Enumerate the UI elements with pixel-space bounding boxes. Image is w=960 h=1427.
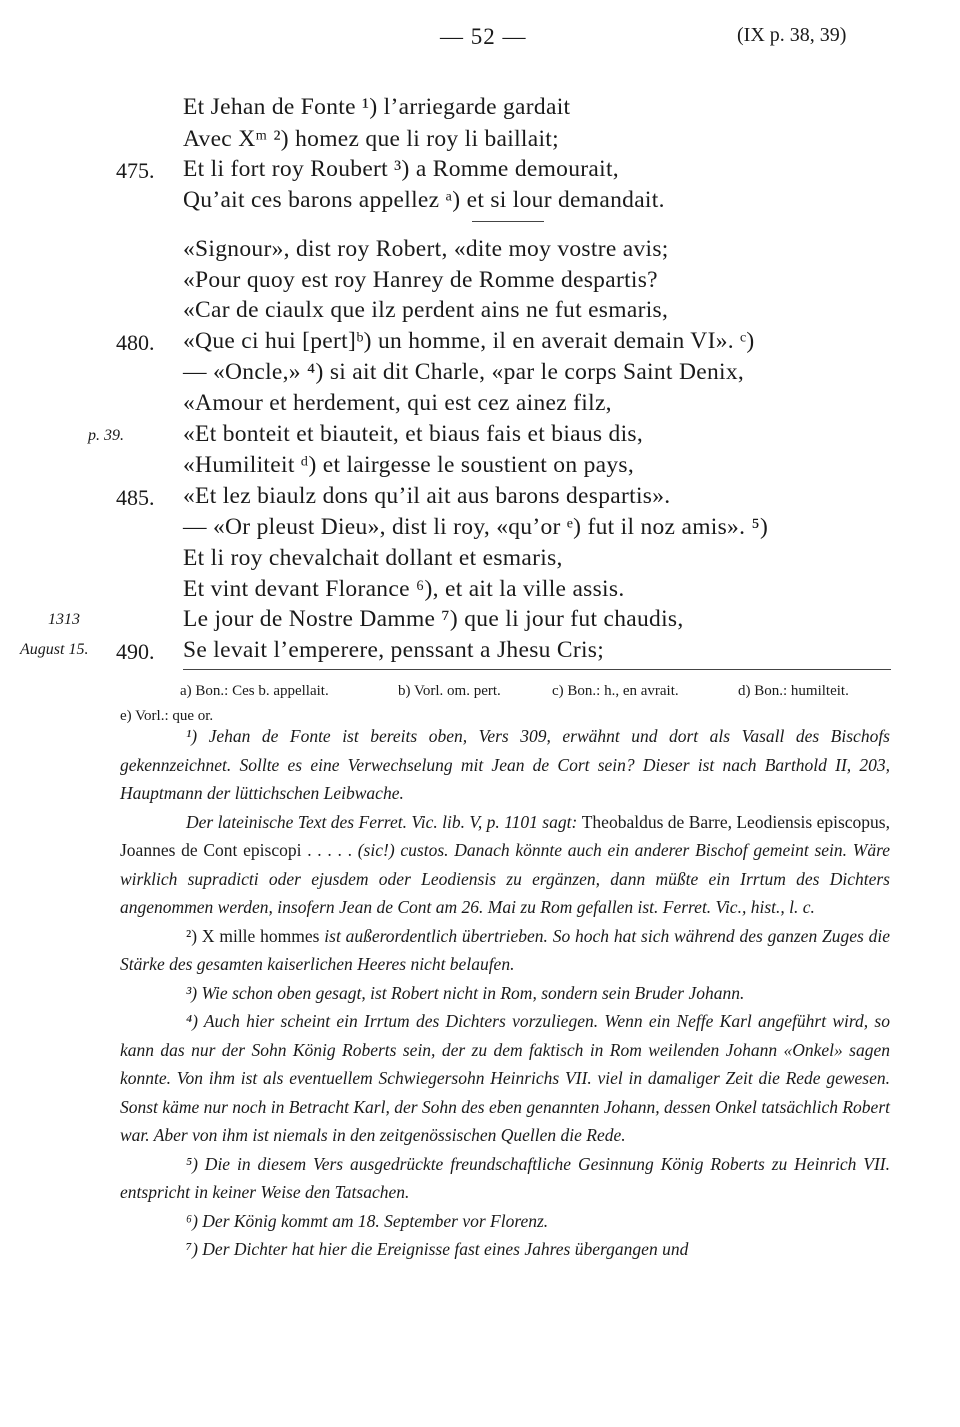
verse-line: «Amour et herdement, qui est cez ainez filz, bbox=[183, 390, 612, 416]
verse-line: «Et bonteit et biauteit, et biaus fais et biaus dis, bbox=[183, 421, 644, 447]
page-number: — 52 — bbox=[440, 24, 527, 49]
section-divider bbox=[472, 221, 544, 222]
page-reference: (IX p. 38, 39) bbox=[737, 24, 847, 46]
verse-line: «Signour», dist roy Robert, «dite moy vostre avis; bbox=[183, 236, 669, 262]
footnotes bbox=[120, 722, 890, 1264]
variant-note: b) Vorl. om. pert. bbox=[398, 683, 501, 699]
variant-note: e) Vorl.: que or. bbox=[120, 708, 214, 724]
verse-line: «Que ci hui [pert]ᵇ) un homme, il en averait demain VI». ᶜ) bbox=[183, 328, 755, 354]
verse-line: Et vint devant Florance ⁶), et ait la ville assis. bbox=[183, 576, 625, 602]
verse-number: 480. bbox=[116, 330, 155, 355]
verse-line: Le jour de Nostre Damme ⁷) que li jour fut chaudis, bbox=[183, 606, 684, 632]
verse-line: — «Or pleust Dieu», dist li roy, «qu’or ᵉ) fut il noz amis». ⁵) bbox=[183, 514, 769, 540]
verse-line: Et li roy chevalchait dollant et esmaris, bbox=[183, 545, 563, 571]
variant-note: d) Bon.: humilteit. bbox=[738, 683, 849, 699]
footnote-3: ³) Wie schon oben gesagt, ist Robert nicht in Rom, sondern sein Bruder Johann. bbox=[186, 982, 745, 1003]
verse-line: «Humiliteit ᵈ) et lairgesse le soustient on pays, bbox=[183, 452, 635, 478]
footnote-2 bbox=[120, 922, 890, 979]
footnote-divider bbox=[183, 669, 891, 670]
verse-line: «Pour quoy est roy Hanrey de Romme despartis? bbox=[183, 267, 658, 293]
footnote-6: ⁶) Der König kommt am 18. September vor Florenz. bbox=[186, 1210, 549, 1231]
verse-line: Et Jehan de Fonte ¹) l’arriegarde gardait bbox=[183, 94, 571, 120]
verse-line: Se levait l’emperere, penssant a Jhesu Cris; bbox=[183, 637, 605, 663]
verse-line: — «Oncle,» ⁴) si ait dit Charle, «par le corps Saint Denix, bbox=[183, 359, 745, 385]
margin-date-day: August 15. bbox=[20, 641, 89, 658]
variant-note: c) Bon.: h., en avrait. bbox=[552, 683, 679, 699]
footnote-5: ⁵) Die in diesem Vers ausgedrückte freundschaftliche Gesinnung König Roberts zu Heinrich VII. entspricht in keiner Weise den Tatsachen. bbox=[120, 1153, 890, 1202]
footnote-text: (sic!) custos. Danach könnte auch ein anderer Bischof gemeint sein. Wäre wirklich supradicti oder ejusdem oder Leodiensis zu ergänzen, dann müßte ein Irrtum des Dichters angenommen werden, insofern Jean de Cont am 26. Mai zu Rom gefallen ist. Ferret. Vic., hist., l. c. bbox=[120, 840, 890, 917]
verse-line: Qu’ait ces barons appellez ᵃ) et si lour demandait. bbox=[183, 187, 665, 213]
verse-line: Avec Xᵐ ²) homez que li roy li baillait; bbox=[183, 126, 559, 152]
verse-line: «Et lez biaulz dons qu’il ait aus barons despartis». bbox=[183, 483, 671, 509]
verse-line: «Car de ciaulx que ilz perdent ains ne fut esmaris, bbox=[183, 297, 669, 323]
footnote-4: ⁴) Auch hier scheint ein Irrtum des Dichters vorzuliegen. Wenn ein Neffe Karl angeführt wird, so kann das nur der Sohn König Roberts sein, der zu dem faktisch in Rom weilenden Johann «Onkel» sagen konnte. Von ihm ist als eventuellem Schwiegersohn Heinrichs VII. viel in damaliger Zeit die Rede gewesen. Sonst käme nur noch in Betracht Karl, der Sohn des eben genannten Johann, dessen Onkel tatsächlich Robert war. Aber von ihm ist niemals in den zeitgenössischen Quellen die Rede. bbox=[120, 1011, 890, 1145]
verse-line: Et li fort roy Roubert ³) a Romme demourait, bbox=[183, 156, 619, 182]
margin-date-year: 1313 bbox=[48, 611, 80, 628]
margin-page-ref: p. 39. bbox=[88, 427, 124, 444]
footnote-text: ist außerordentlich übertrieben. So hoch hat sich während des ganzen Zuges die Stärke des gesamten kaiserlichen Heeres nicht belaufen. bbox=[120, 925, 891, 974]
footnote-1-continued bbox=[120, 808, 890, 922]
verse-number: 485. bbox=[116, 485, 155, 510]
latin-quote: Theobaldus de Barre, Leodiensis episcopus, Joannes de Cont episcopi . . . . . bbox=[120, 811, 890, 860]
verse-number: 475. bbox=[116, 158, 155, 183]
footnote-7: ⁷) Der Dichter hat hier die Ereignisse fast eines Jahres übergangen und bbox=[186, 1239, 689, 1259]
variant-note: a) Bon.: Ces b. appellait. bbox=[180, 683, 329, 699]
footnote-quote: ²) X mille hommes bbox=[186, 925, 320, 946]
footnote-text: Der lateinische Text des Ferret. Vic. lib. V, p. 1101 sagt: bbox=[186, 811, 578, 832]
footnote-1: ¹) Jehan de Fonte ist bereits oben, Vers 309, erwähnt und dort als Vasall des Bischofs gekennzeichnet. Sollte es eine Verwechselung mit Jean de Cort sein? Dieser ist nach Barthold II, 203, Hauptmann der lüttichschen Leibwache. bbox=[120, 726, 890, 803]
verse-number: 490. bbox=[116, 639, 155, 664]
